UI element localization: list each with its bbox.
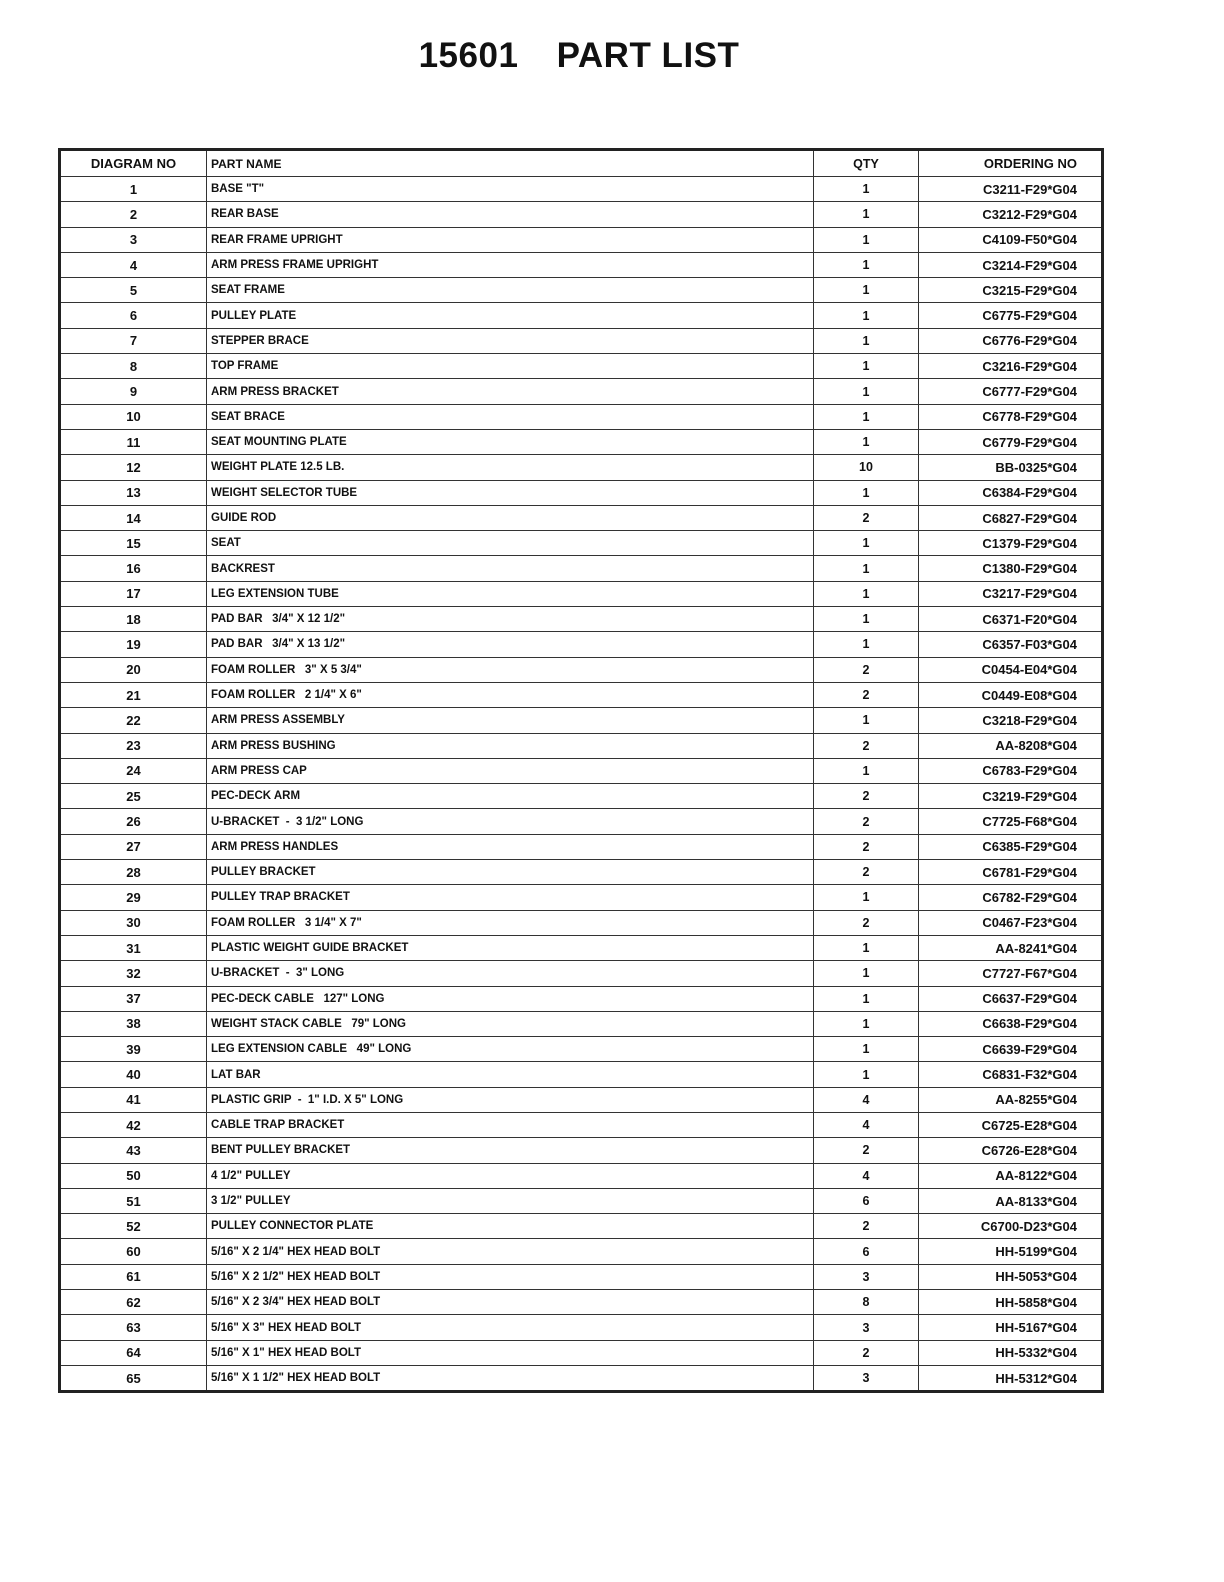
table-row [60, 1315, 1103, 1340]
part-name-cell: 5/16" X 2 1/4" HEX HEAD BOLT [207, 1239, 814, 1264]
diagram-no-cell: 62 [60, 1290, 207, 1315]
part-name-cell: 4 1/2" PULLEY [207, 1163, 814, 1188]
part-name-cell: WEIGHT PLATE 12.5 LB. [207, 455, 814, 480]
table-row [60, 581, 1103, 606]
diagram-no-cell: 26 [60, 809, 207, 834]
part-name-cell: SEAT FRAME [207, 278, 814, 303]
diagram-no-cell: 29 [60, 885, 207, 910]
qty-cell: 1 [814, 961, 919, 986]
header-qty: QTY [814, 150, 919, 177]
qty-cell: 1 [814, 607, 919, 632]
ordering-no-cell: HH-5053*G04 [919, 1264, 1103, 1289]
diagram-no-cell: 2 [60, 202, 207, 227]
diagram-no-cell: 17 [60, 581, 207, 606]
diagram-no-cell: 11 [60, 429, 207, 454]
part-name-cell: PEC-DECK CABLE 127" LONG [207, 986, 814, 1011]
part-name-cell: LAT BAR [207, 1062, 814, 1087]
ordering-no-cell: HH-5199*G04 [919, 1239, 1103, 1264]
ordering-no-cell: C3216-F29*G04 [919, 354, 1103, 379]
ordering-no-cell: C3211-F29*G04 [919, 177, 1103, 202]
part-name-cell: 5/16" X 3" HEX HEAD BOLT [207, 1315, 814, 1340]
part-name-cell: STEPPER BRACE [207, 328, 814, 353]
diagram-no-cell: 10 [60, 404, 207, 429]
table-row [60, 885, 1103, 910]
qty-cell: 10 [814, 455, 919, 480]
qty-cell: 1 [814, 556, 919, 581]
part-name-cell: SEAT [207, 531, 814, 556]
ordering-no-cell: C6384-F29*G04 [919, 480, 1103, 505]
table-row [60, 935, 1103, 960]
ordering-no-cell: C3214-F29*G04 [919, 252, 1103, 277]
part-name-cell: PULLEY PLATE [207, 303, 814, 328]
ordering-no-cell: AA-8122*G04 [919, 1163, 1103, 1188]
part-name-cell: LEG EXTENSION TUBE [207, 581, 814, 606]
diagram-no-cell: 9 [60, 379, 207, 404]
ordering-no-cell: C6831-F32*G04 [919, 1062, 1103, 1087]
qty-cell: 2 [814, 860, 919, 885]
ordering-no-cell: C1380-F29*G04 [919, 556, 1103, 581]
table-row [60, 480, 1103, 505]
table-row [60, 252, 1103, 277]
diagram-no-cell: 32 [60, 961, 207, 986]
ordering-no-cell: C6638-F29*G04 [919, 1011, 1103, 1036]
part-name-cell: ARM PRESS BUSHING [207, 733, 814, 758]
qty-cell: 1 [814, 632, 919, 657]
qty-cell: 1 [814, 303, 919, 328]
ordering-no-cell: C6777-F29*G04 [919, 379, 1103, 404]
ordering-no-cell: C6782-F29*G04 [919, 885, 1103, 910]
diagram-no-cell: 51 [60, 1188, 207, 1213]
part-name-cell: 5/16" X 2 1/2" HEX HEAD BOLT [207, 1264, 814, 1289]
table-row [60, 1011, 1103, 1036]
table-row [60, 657, 1103, 682]
part-name-cell: BASE "T" [207, 177, 814, 202]
qty-cell: 2 [814, 1138, 919, 1163]
qty-cell: 1 [814, 227, 919, 252]
part-name-cell: REAR BASE [207, 202, 814, 227]
qty-cell: 1 [814, 758, 919, 783]
qty-cell: 2 [814, 1340, 919, 1365]
table-row [60, 531, 1103, 556]
ordering-no-cell: C7725-F68*G04 [919, 809, 1103, 834]
diagram-no-cell: 37 [60, 986, 207, 1011]
table-row [60, 1365, 1103, 1391]
part-name-cell: PAD BAR 3/4" X 12 1/2" [207, 607, 814, 632]
part-name-cell: FOAM ROLLER 3" X 5 3/4" [207, 657, 814, 682]
ordering-no-cell: C6700-D23*G04 [919, 1214, 1103, 1239]
ordering-no-cell: C3217-F29*G04 [919, 581, 1103, 606]
table-row [60, 505, 1103, 530]
qty-cell: 1 [814, 404, 919, 429]
qty-cell: 4 [814, 1163, 919, 1188]
diagram-no-cell: 52 [60, 1214, 207, 1239]
part-name-cell: U-BRACKET - 3" LONG [207, 961, 814, 986]
diagram-no-cell: 15 [60, 531, 207, 556]
diagram-no-cell: 42 [60, 1112, 207, 1137]
part-name-cell: WEIGHT SELECTOR TUBE [207, 480, 814, 505]
part-name-cell: PEC-DECK ARM [207, 784, 814, 809]
diagram-no-cell: 50 [60, 1163, 207, 1188]
ordering-no-cell: C6639-F29*G04 [919, 1037, 1103, 1062]
part-name-cell: WEIGHT STACK CABLE 79" LONG [207, 1011, 814, 1036]
part-name-cell: ARM PRESS FRAME UPRIGHT [207, 252, 814, 277]
diagram-no-cell: 22 [60, 708, 207, 733]
ordering-no-cell: AA-8241*G04 [919, 935, 1103, 960]
diagram-no-cell: 12 [60, 455, 207, 480]
ordering-no-cell: HH-5332*G04 [919, 1340, 1103, 1365]
table-row [60, 227, 1103, 252]
ordering-no-cell: C3218-F29*G04 [919, 708, 1103, 733]
diagram-no-cell: 64 [60, 1340, 207, 1365]
diagram-no-cell: 19 [60, 632, 207, 657]
qty-cell: 3 [814, 1264, 919, 1289]
diagram-no-cell: 65 [60, 1365, 207, 1391]
diagram-no-cell: 18 [60, 607, 207, 632]
qty-cell: 1 [814, 935, 919, 960]
qty-cell: 2 [814, 1214, 919, 1239]
diagram-no-cell: 31 [60, 935, 207, 960]
part-name-cell: 5/16" X 2 3/4" HEX HEAD BOLT [207, 1290, 814, 1315]
part-name-cell: GUIDE ROD [207, 505, 814, 530]
diagram-no-cell: 61 [60, 1264, 207, 1289]
header-part-name: PART NAME [207, 150, 814, 177]
ordering-no-cell: C0454-E04*G04 [919, 657, 1103, 682]
qty-cell: 1 [814, 202, 919, 227]
table-row [60, 632, 1103, 657]
part-name-cell: SEAT MOUNTING PLATE [207, 429, 814, 454]
table-row [60, 303, 1103, 328]
diagram-no-cell: 30 [60, 910, 207, 935]
diagram-no-cell: 20 [60, 657, 207, 682]
table-row [60, 1037, 1103, 1062]
table-row [60, 607, 1103, 632]
part-name-cell: PULLEY BRACKET [207, 860, 814, 885]
diagram-no-cell: 6 [60, 303, 207, 328]
part-name-cell: BACKREST [207, 556, 814, 581]
table-row [60, 1340, 1103, 1365]
qty-cell: 1 [814, 531, 919, 556]
qty-cell: 1 [814, 429, 919, 454]
table-row [60, 278, 1103, 303]
part-name-cell: U-BRACKET - 3 1/2" LONG [207, 809, 814, 834]
ordering-no-cell: C3215-F29*G04 [919, 278, 1103, 303]
ordering-no-cell: C0449-E08*G04 [919, 682, 1103, 707]
table-row [60, 556, 1103, 581]
ordering-no-cell: C4109-F50*G04 [919, 227, 1103, 252]
qty-cell: 1 [814, 480, 919, 505]
ordering-no-cell: C6357-F03*G04 [919, 632, 1103, 657]
ordering-no-cell: C0467-F23*G04 [919, 910, 1103, 935]
ordering-no-cell: C6726-E28*G04 [919, 1138, 1103, 1163]
ordering-no-cell: C7727-F67*G04 [919, 961, 1103, 986]
part-name-cell: LEG EXTENSION CABLE 49" LONG [207, 1037, 814, 1062]
ordering-no-cell: C6779-F29*G04 [919, 429, 1103, 454]
diagram-no-cell: 24 [60, 758, 207, 783]
part-name-cell: REAR FRAME UPRIGHT [207, 227, 814, 252]
table-row [60, 910, 1103, 935]
diagram-no-cell: 63 [60, 1315, 207, 1340]
diagram-no-cell: 8 [60, 354, 207, 379]
table-row [60, 455, 1103, 480]
qty-cell: 2 [814, 657, 919, 682]
ordering-no-cell: C6781-F29*G04 [919, 860, 1103, 885]
qty-cell: 1 [814, 328, 919, 353]
ordering-no-cell: BB-0325*G04 [919, 455, 1103, 480]
qty-cell: 2 [814, 784, 919, 809]
ordering-no-cell: C3219-F29*G04 [919, 784, 1103, 809]
header-ordering-no: ORDERING NO [919, 150, 1103, 177]
ordering-no-cell: C6776-F29*G04 [919, 328, 1103, 353]
qty-cell: 1 [814, 177, 919, 202]
part-name-cell: 5/16" X 1 1/2" HEX HEAD BOLT [207, 1365, 814, 1391]
qty-cell: 2 [814, 733, 919, 758]
table-row [60, 961, 1103, 986]
diagram-no-cell: 41 [60, 1087, 207, 1112]
table-row [60, 1087, 1103, 1112]
ordering-no-cell: C1379-F29*G04 [919, 531, 1103, 556]
page-title [0, 36, 1158, 76]
part-list-table [58, 148, 1104, 1393]
table-row [60, 708, 1103, 733]
part-name-cell: ARM PRESS HANDLES [207, 834, 814, 859]
qty-cell: 2 [814, 834, 919, 859]
table-row [60, 1214, 1103, 1239]
part-name-cell: PAD BAR 3/4" X 13 1/2" [207, 632, 814, 657]
ordering-no-cell: C6778-F29*G04 [919, 404, 1103, 429]
qty-cell: 6 [814, 1188, 919, 1213]
part-name-cell: BENT PULLEY BRACKET [207, 1138, 814, 1163]
table-row [60, 1138, 1103, 1163]
table-row [60, 1062, 1103, 1087]
table-row [60, 860, 1103, 885]
qty-cell: 1 [814, 1037, 919, 1062]
diagram-no-cell: 27 [60, 834, 207, 859]
qty-cell: 2 [814, 682, 919, 707]
qty-cell: 1 [814, 708, 919, 733]
diagram-no-cell: 43 [60, 1138, 207, 1163]
qty-cell: 1 [814, 1062, 919, 1087]
part-name-cell: PULLEY TRAP BRACKET [207, 885, 814, 910]
qty-cell: 1 [814, 986, 919, 1011]
ordering-no-cell: HH-5167*G04 [919, 1315, 1103, 1340]
table-row [60, 834, 1103, 859]
diagram-no-cell: 16 [60, 556, 207, 581]
qty-cell: 6 [814, 1239, 919, 1264]
ordering-no-cell: C6775-F29*G04 [919, 303, 1103, 328]
table-row [60, 354, 1103, 379]
part-name-cell: ARM PRESS BRACKET [207, 379, 814, 404]
part-name-cell: SEAT BRACE [207, 404, 814, 429]
ordering-no-cell: C3212-F29*G04 [919, 202, 1103, 227]
part-name-cell: ARM PRESS ASSEMBLY [207, 708, 814, 733]
diagram-no-cell: 21 [60, 682, 207, 707]
diagram-no-cell: 60 [60, 1239, 207, 1264]
table-row [60, 177, 1103, 202]
diagram-no-cell: 23 [60, 733, 207, 758]
qty-cell: 2 [814, 910, 919, 935]
part-name-cell: ARM PRESS CAP [207, 758, 814, 783]
table-row [60, 1112, 1103, 1137]
part-name-cell: 3 1/2" PULLEY [207, 1188, 814, 1213]
diagram-no-cell: 5 [60, 278, 207, 303]
table-header-row [60, 150, 1103, 177]
diagram-no-cell: 7 [60, 328, 207, 353]
ordering-no-cell: HH-5312*G04 [919, 1365, 1103, 1391]
table-row [60, 404, 1103, 429]
ordering-no-cell: HH-5858*G04 [919, 1290, 1103, 1315]
model-number: 15601 [418, 36, 519, 75]
qty-cell: 1 [814, 278, 919, 303]
table-row [60, 202, 1103, 227]
part-name-cell: PLASTIC WEIGHT GUIDE BRACKET [207, 935, 814, 960]
ordering-no-cell: C6385-F29*G04 [919, 834, 1103, 859]
qty-cell: 8 [814, 1290, 919, 1315]
part-name-cell: TOP FRAME [207, 354, 814, 379]
qty-cell: 4 [814, 1112, 919, 1137]
qty-cell: 1 [814, 354, 919, 379]
diagram-no-cell: 25 [60, 784, 207, 809]
part-name-cell: CABLE TRAP BRACKET [207, 1112, 814, 1137]
qty-cell: 3 [814, 1315, 919, 1340]
part-name-cell: 5/16" X 1" HEX HEAD BOLT [207, 1340, 814, 1365]
qty-cell: 1 [814, 379, 919, 404]
part-name-cell: FOAM ROLLER 2 1/4" X 6" [207, 682, 814, 707]
diagram-no-cell: 1 [60, 177, 207, 202]
table-row [60, 784, 1103, 809]
ordering-no-cell: C6371-F20*G04 [919, 607, 1103, 632]
table-row [60, 429, 1103, 454]
ordering-no-cell: C6827-F29*G04 [919, 505, 1103, 530]
table-row [60, 1264, 1103, 1289]
table-row [60, 758, 1103, 783]
table-row [60, 328, 1103, 353]
table-row [60, 379, 1103, 404]
ordering-no-cell: C6783-F29*G04 [919, 758, 1103, 783]
diagram-no-cell: 38 [60, 1011, 207, 1036]
qty-cell: 1 [814, 1011, 919, 1036]
qty-cell: 2 [814, 809, 919, 834]
qty-cell: 1 [814, 885, 919, 910]
table-row [60, 1163, 1103, 1188]
ordering-no-cell: AA-8255*G04 [919, 1087, 1103, 1112]
part-name-cell: PULLEY CONNECTOR PLATE [207, 1214, 814, 1239]
ordering-no-cell: AA-8133*G04 [919, 1188, 1103, 1213]
table-row [60, 682, 1103, 707]
table-row [60, 733, 1103, 758]
diagram-no-cell: 13 [60, 480, 207, 505]
table-row [60, 809, 1103, 834]
table-row [60, 1239, 1103, 1264]
diagram-no-cell: 28 [60, 860, 207, 885]
ordering-no-cell: AA-8208*G04 [919, 733, 1103, 758]
part-name-cell: PLASTIC GRIP - 1" I.D. X 5" LONG [207, 1087, 814, 1112]
diagram-no-cell: 39 [60, 1037, 207, 1062]
title-label: PART LIST [556, 36, 740, 75]
ordering-no-cell: C6637-F29*G04 [919, 986, 1103, 1011]
qty-cell: 4 [814, 1087, 919, 1112]
qty-cell: 2 [814, 505, 919, 530]
table-row [60, 1188, 1103, 1213]
diagram-no-cell: 3 [60, 227, 207, 252]
diagram-no-cell: 14 [60, 505, 207, 530]
part-name-cell: FOAM ROLLER 3 1/4" X 7" [207, 910, 814, 935]
ordering-no-cell: C6725-E28*G04 [919, 1112, 1103, 1137]
header-diagram-no: DIAGRAM NO [60, 150, 207, 177]
diagram-no-cell: 40 [60, 1062, 207, 1087]
qty-cell: 3 [814, 1365, 919, 1391]
diagram-no-cell: 4 [60, 252, 207, 277]
qty-cell: 1 [814, 252, 919, 277]
table-row [60, 1290, 1103, 1315]
qty-cell: 1 [814, 581, 919, 606]
table-row [60, 986, 1103, 1011]
